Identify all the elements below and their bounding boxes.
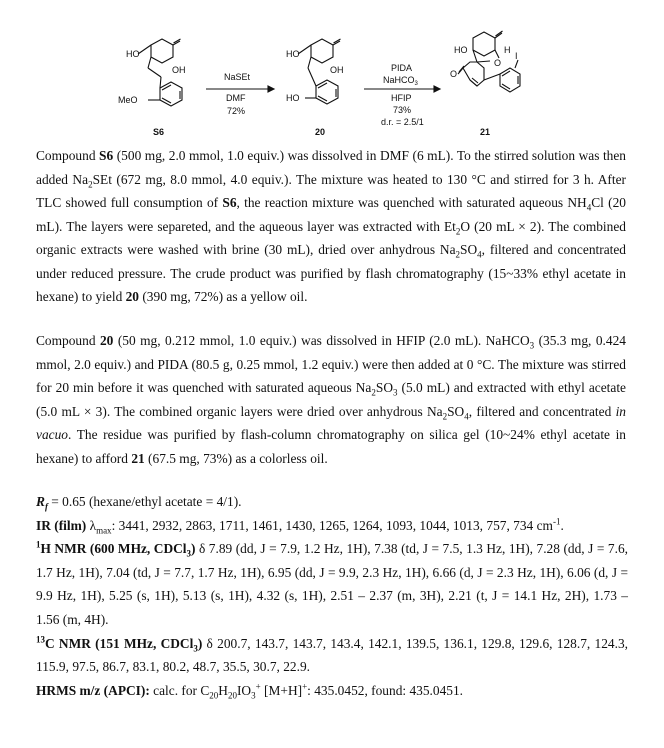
text-run: (67.5 mg, 73%) as a colorless oil. — [144, 450, 328, 466]
subscript: 3 — [251, 690, 256, 701]
text-run: , filtered and concentrated — [468, 403, 616, 419]
compound-ref: 21 — [131, 450, 145, 466]
subscript: f — [44, 501, 48, 512]
s6-compound-label: S6 — [153, 127, 165, 137]
ir-label: IR (film) — [36, 517, 90, 533]
s6-meo-label: MeO — [118, 95, 138, 105]
compound-ref: S6 — [222, 195, 237, 210]
text-run: SO — [447, 403, 465, 419]
text-run: Compound — [36, 148, 100, 163]
step2-solvent: HFIP — [391, 93, 412, 103]
c21-iodo-label: I — [515, 51, 518, 61]
subscript: 3 — [193, 643, 198, 654]
text-run: , filtered and concentrated under reduced pressure. The crude product was purified by flash chromatography (15~33% ethyl acetate in hexane) to yield — [36, 242, 626, 304]
step1-yield: 72% — [227, 106, 246, 116]
subscript: 2 — [455, 249, 461, 260]
text-run: . The residue was purified by flash-column chromatography on silica gel (10~24% ethyl acetate in hexane) to afford — [36, 427, 626, 466]
text-run: ) — [191, 541, 196, 557]
compound-ref: S6 — [99, 148, 114, 163]
hrms-values: : 435.0452, found: 435.0451. — [307, 682, 464, 698]
subscript: 3 — [393, 387, 398, 398]
c-nmr-paragraph — [36, 632, 628, 679]
step2-dr: d.r. = 2.5/1 — [381, 117, 424, 127]
text-run: Compound — [36, 333, 100, 348]
procedure-paragraph-2 — [36, 329, 626, 470]
reaction-scheme — [0, 0, 664, 142]
text-run: . — [560, 517, 564, 533]
lambda-symbol: λ — [89, 517, 97, 533]
c21-h-label: H — [504, 45, 511, 55]
c20-ho-label: HO — [286, 49, 300, 59]
text-run: ) — [197, 635, 203, 651]
text-run: O (20 mL × 2). The combined organic extracts were washed with brine (30 mL), dried over anhydrous Na — [36, 218, 626, 257]
h-nmr-values: δ 7.89 (dd, J = 7.9, 1.2 Hz, 1H), 7.38 (td, J = 7.5, 1.3 Hz, 1H), 7.28 (dd, J = 7.6, 1.7 Hz, 1H), 7.04 (td, J = 7.7, 1.7 Hz, 1H), 6.95 (dd, J = 9.9, 2.3 Hz, 1H), 6.66 (d, J = 2.3 Hz, 1H), 6.06 (d, J = 9.9 Hz, 1H), 5.25 (s, 1H), 5.13 (s, 1H), 4.32 (s, 1H), 2.51 – 2.37 (m, 3H), 2.21 (t, J = 14.1 Hz, 2H), 1.73 – 1.56 (m, 4H). — [36, 541, 628, 627]
superscript: -1 — [552, 516, 561, 527]
characterization-data — [36, 490, 628, 702]
text-run: , the reaction mixture was quenched with saturated aqueous NH — [236, 195, 587, 210]
subscript: 2 — [442, 411, 448, 422]
text-run: (35.3 mg, 0.424 mmol, 2.0 equiv.) and PIDA (80.5 g, 0.25 mmol, 1.2 equiv.) were then added at 0 °C. The mixture was stirred for 20 min before it was quenched with saturated aqueous Na — [36, 333, 626, 395]
s6-oh-label: OH — [172, 65, 186, 75]
subscript: 2 — [88, 179, 93, 190]
subscript: 20 — [209, 690, 219, 701]
subscript: 4 — [477, 249, 482, 260]
text-run: H — [218, 682, 228, 698]
structure-21 — [458, 31, 520, 92]
step1-solvent: DMF — [226, 93, 246, 103]
c-nmr-label — [36, 634, 203, 654]
c-nmr-values: δ 200.7, 143.7, 143.7, 143.4, 142.1, 139.5, 136.1, 129.8, 129.6, 128.7, 124.3, 115.9, 97.5, 86.7, 83.1, 80.2, 48.7, 35.5, 30.7, 22.9. — [36, 635, 628, 675]
subscript: 2 — [455, 226, 461, 237]
rf-label: R — [36, 494, 45, 509]
subscript: 20 — [227, 690, 237, 701]
step2-reagent1: PIDA — [391, 63, 413, 73]
ir-line — [36, 514, 628, 538]
italic-term: in vacuo — [36, 403, 626, 442]
text-run: SO — [460, 242, 478, 257]
text-run: (390 mg, 72%) as a yellow oil. — [139, 289, 308, 304]
text-run: (5.0 mL) and extracted with ethyl acetate (5.0 mL × 3). The combined organic layers were dried over anhydrous Na — [36, 380, 626, 419]
c20-compound-label: 20 — [315, 127, 326, 137]
subscript: 3 — [186, 548, 192, 559]
text-run: calc. for C — [149, 682, 210, 698]
superscript: 1 — [36, 539, 41, 550]
step1-reagent: NaSEt — [224, 72, 251, 82]
subscript: 4 — [464, 411, 469, 422]
s6-ho-label: HO — [126, 49, 140, 59]
step2-yield: 73% — [393, 105, 412, 115]
text-run: [M+H] — [260, 682, 303, 698]
compound-ref: 20 — [125, 289, 139, 304]
text-run: SEt (672 mg, 8.0 mmol, 4.0 equiv.). The mixture was heated to 130 °C and stirred for 3 h. After TLC showed full consumption of — [36, 171, 627, 210]
h-nmr-paragraph — [36, 537, 628, 631]
superscript: 13 — [36, 634, 45, 645]
text-run: (500 mg, 2.0 mmol, 1.0 equiv.) was dissolved in DMF (6 mL). To the stirred solution was then added Na — [36, 148, 626, 187]
h-nmr-label — [36, 539, 196, 559]
text-run: IO — [236, 682, 252, 698]
c21-compound-label: 21 — [480, 127, 491, 137]
text-run: (50 mg, 0.212 mmol, 1.0 equiv.) was dissolved in HFIP (2.0 mL). NaHCO — [113, 333, 530, 348]
subscript: 2 — [371, 387, 376, 398]
c21-o-ketone-label: O — [450, 69, 458, 79]
procedure-paragraph-1 — [36, 144, 626, 309]
compound-ref: 20 — [99, 333, 114, 348]
c20-oh-label: OH — [330, 65, 344, 75]
ir-values: : 3441, 2932, 2863, 1711, 1461, 1430, 1265, 1264, 1093, 1044, 1013, 757, 734 cm — [111, 517, 553, 533]
superscript: + — [255, 681, 261, 692]
subscript: 4 — [586, 202, 592, 213]
c21-ho-label: HO — [454, 45, 468, 55]
text-run: C NMR (151 MHz, CDCl — [45, 635, 194, 651]
text-run: H NMR (600 MHz, CDCl — [40, 541, 187, 557]
hrms-line — [36, 679, 628, 703]
text-run: Cl (20 mL). The layers were separeted, and the aqueous layer was extracted with Et — [36, 195, 626, 234]
superscript: + — [302, 681, 308, 692]
text-run: SO — [375, 380, 393, 395]
rf-value: = 0.65 (hexane/ethyl acetate = 4/1). — [47, 494, 242, 509]
subscript: 3 — [529, 340, 535, 351]
step2-reagent2: NaHCO$_3$ — [383, 75, 418, 87]
rf-line — [36, 490, 628, 514]
c21-o-ring-label: O — [494, 58, 502, 68]
subscript: max — [96, 525, 112, 536]
hrms-label: HRMS m/z (APCI): — [36, 682, 150, 698]
c20-aryl-ho-label: HO — [286, 93, 300, 103]
